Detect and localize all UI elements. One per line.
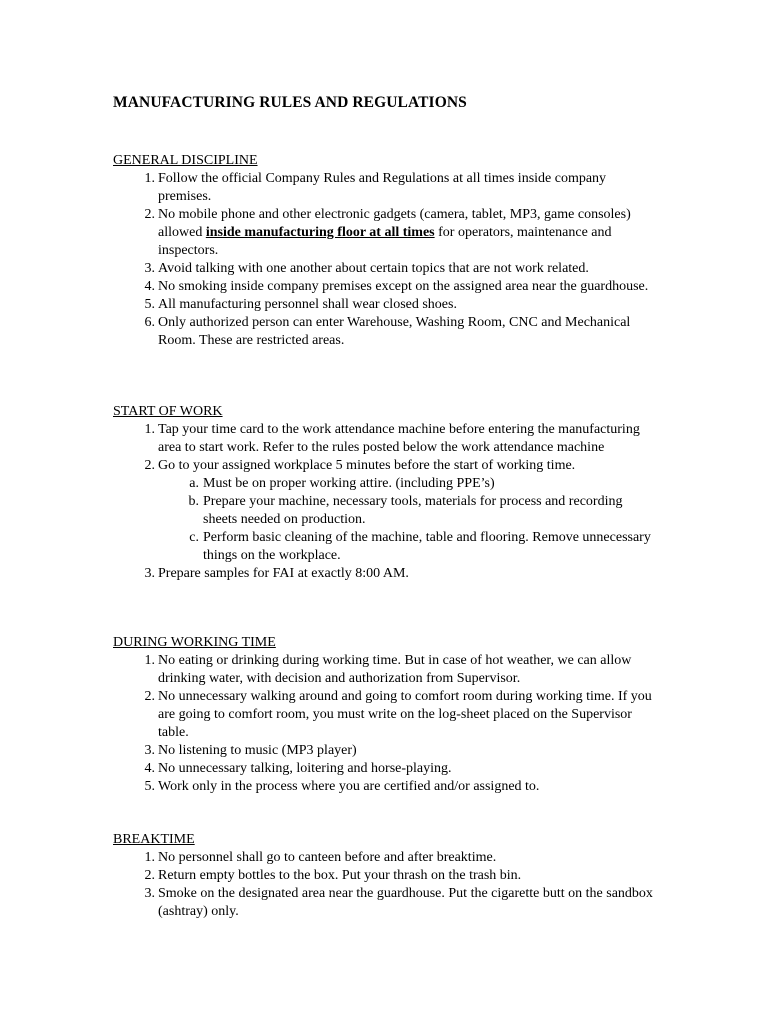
list-item: [113, 314, 653, 350]
section-heading: BREAKTIME: [113, 832, 195, 847]
rules-list: [113, 170, 653, 350]
item-text: No smoking inside company premises except on the assigned area near the guardhouse.: [158, 279, 649, 294]
sub-rules-list: [113, 475, 653, 565]
item-text: No eating or drinking during working time. But in case of hot weather, we can allow drinking water, with decision and authorization from Supervisor.: [158, 653, 632, 686]
item-text: Smoke on the designated area near the guardhouse. Put the cigarette butt on the sandbox (ashtray) only.: [158, 886, 653, 919]
item-text: Follow the official Company Rules and Regulations at all times inside company premises.: [158, 171, 607, 204]
item-text: All manufacturing personnel shall wear closed shoes.: [158, 297, 457, 312]
item-number: 1.: [144, 850, 155, 865]
list-item: [113, 565, 653, 583]
rules-list: [113, 565, 653, 583]
item-text: Work only in the process where you are certified and/or assigned to.: [158, 779, 540, 794]
list-item: [113, 778, 653, 796]
item-text: Tap your time card to the work attendance machine before entering the manufacturing area to start work. Refer to the rules posted below the work attendance machine: [158, 422, 640, 455]
list-item: [113, 260, 653, 278]
list-item: [113, 652, 653, 688]
sub-list-item: [113, 529, 653, 565]
item-number: 4.: [144, 279, 155, 294]
list-item: [113, 760, 653, 778]
item-number: 3.: [144, 566, 155, 581]
list-item: [113, 278, 653, 296]
subitem-text: Perform basic cleaning of the machine, table and flooring. Remove unnecessary things on the workplace.: [203, 530, 651, 563]
item-text: Avoid talking with one another about certain topics that are not work related.: [158, 261, 589, 276]
item-number: 1.: [144, 653, 155, 668]
rules-list: [113, 652, 653, 796]
subitem-letter: c.: [189, 530, 199, 545]
item-number: 1.: [144, 171, 155, 186]
rules-list: [113, 849, 653, 921]
list-item: [113, 296, 653, 314]
item-number: 2.: [144, 689, 155, 704]
document-title: MANUFACTURING RULES AND REGULATIONS: [113, 94, 467, 111]
section-heading: START OF WORK: [113, 404, 223, 419]
list-item: [113, 170, 653, 206]
item-text: Return empty bottles to the box. Put your thrash on the trash bin.: [158, 868, 522, 883]
item-text: No unnecessary walking around and going to comfort room during working time. If you are going to comfort room, you must write on the log-sheet placed on the Supervisor table.: [158, 689, 652, 740]
item-number: 3.: [144, 261, 155, 276]
list-item: [113, 849, 653, 867]
sub-list-item: [113, 493, 653, 529]
item-text: Only authorized person can enter Warehouse, Washing Room, CNC and Mechanical Room. These are restricted areas.: [158, 315, 631, 348]
section-during-working-time: [113, 634, 653, 796]
item-number: 2.: [144, 868, 155, 883]
subitem-text: Prepare your machine, necessary tools, materials for process and recording sheets needed on production.: [203, 494, 623, 527]
subitem-text: Must be on proper working attire. (including PPE’s): [203, 476, 495, 491]
item-number: 3.: [144, 743, 155, 758]
subitem-letter: a.: [189, 476, 199, 491]
section-heading: GENERAL DISCIPLINE: [113, 153, 258, 168]
list-item: [113, 885, 653, 921]
list-item: [113, 742, 653, 760]
section-breaktime: [113, 831, 653, 921]
section-general-discipline: [113, 152, 653, 350]
item-text: [158, 207, 631, 258]
item-text: Prepare samples for FAI at exactly 8:00 AM.: [158, 566, 409, 581]
item-text: No listening to music (MP3 player): [158, 743, 357, 758]
list-item: [113, 206, 653, 260]
item-text-after: for operators, maintenance and inspectors.: [158, 225, 612, 258]
list-item: [113, 421, 653, 457]
item-number: 1.: [144, 422, 155, 437]
section-heading: DURING WORKING TIME: [113, 635, 276, 650]
list-item: [113, 867, 653, 885]
list-item: [113, 688, 653, 742]
item-number: 5.: [144, 779, 155, 794]
rules-list: [113, 421, 653, 475]
item-text-emphasis: inside manufacturing floor at all times: [205, 225, 435, 240]
item-number: 6.: [144, 315, 155, 330]
subitem-letter: b.: [188, 494, 199, 509]
sub-list-item: [113, 475, 653, 493]
item-text: Go to your assigned workplace 5 minutes before the start of working time.: [158, 458, 576, 473]
item-number: 2.: [144, 458, 155, 473]
item-number: 2.: [144, 207, 155, 222]
item-number: 4.: [144, 761, 155, 776]
item-number: 5.: [144, 297, 155, 312]
section-start-of-work: [113, 403, 653, 583]
item-number: 3.: [144, 886, 155, 901]
item-text-before: No mobile phone and other electronic gadgets (camera, tablet, MP3, game consoles) allowed: [158, 207, 631, 240]
item-text: No unnecessary talking, loitering and horse-playing.: [158, 761, 452, 776]
list-item: [113, 457, 653, 475]
item-text: No personnel shall go to canteen before and after breaktime.: [158, 850, 497, 865]
